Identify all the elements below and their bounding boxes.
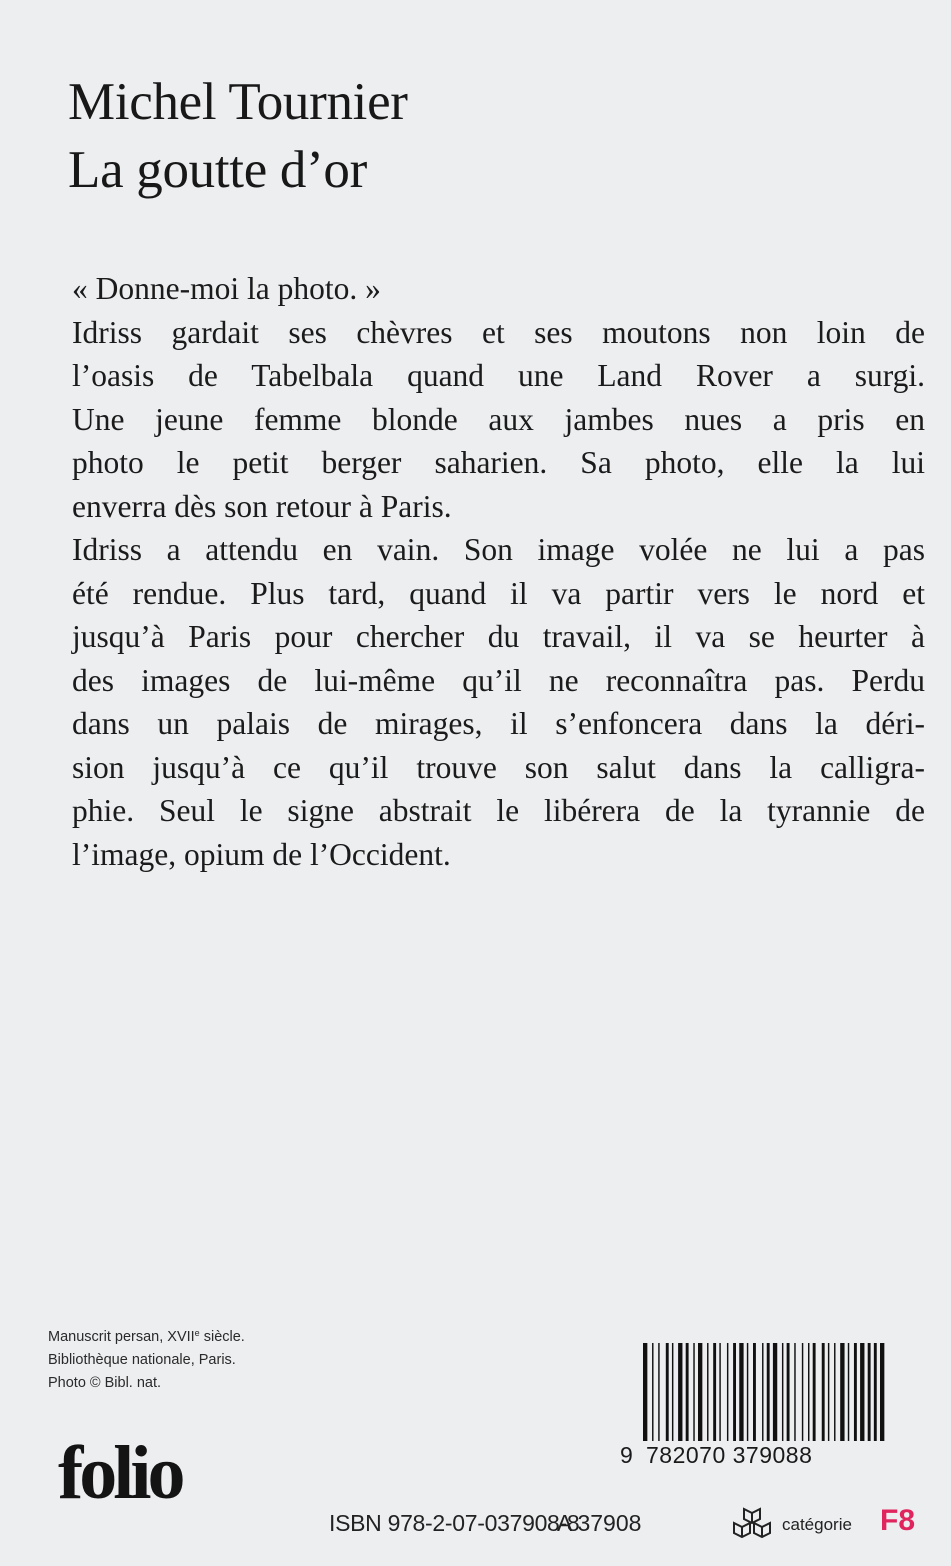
barcode-bar xyxy=(693,1343,694,1441)
barcode-bar xyxy=(868,1343,871,1441)
credit-superscript: e xyxy=(194,1328,200,1338)
category-label: catégorie xyxy=(782,1515,852,1534)
barcode-bar xyxy=(860,1343,864,1441)
barcode-bar xyxy=(762,1343,763,1441)
credit-text: siècle. xyxy=(199,1329,245,1345)
isbn: ISBN 978-2-07-037908-8 xyxy=(329,1510,580,1536)
blurb-line: Idriss a attendu en vain. Son image volée ne lui a pas xyxy=(72,532,925,567)
barcode-bar xyxy=(773,1343,777,1441)
book-title: La goutte d’or xyxy=(68,141,367,199)
author-name: Michel Tournier xyxy=(68,73,408,131)
barcode-bar xyxy=(753,1343,756,1441)
barcode-bar xyxy=(787,1343,790,1441)
blurb-line: Une jeune femme blonde aux jambes nues a pris en xyxy=(72,401,925,437)
barcode-bar xyxy=(813,1343,816,1441)
barcode-bar xyxy=(794,1343,795,1441)
barcode-bar xyxy=(658,1343,659,1441)
barcode-bar xyxy=(719,1343,720,1441)
blurb-line: Idriss gardait ses chèvres et ses moutons non loin de xyxy=(72,314,925,350)
blurb-line: jusqu’à Paris pour chercher du travail, il va se heurter à xyxy=(72,619,925,654)
barcode-bar xyxy=(666,1343,669,1441)
barcode-bar xyxy=(643,1343,647,1441)
folio-logo: folio xyxy=(58,1431,182,1515)
image-credits xyxy=(48,1322,245,1395)
category-code: F8 xyxy=(880,1504,916,1537)
barcode-bar xyxy=(727,1343,728,1441)
credit-line-library: Bibliothèque nationale, Paris. xyxy=(48,1352,236,1368)
blurb-line: dans un palais de mirages, il s’enfoncera dans la déri- xyxy=(72,706,925,741)
barcode-digit-rest: 782070 379088 xyxy=(646,1442,813,1468)
barcode-bar xyxy=(652,1343,653,1441)
blurb-line: « Donne-moi la photo. » xyxy=(72,271,381,306)
barcode-bar xyxy=(874,1343,877,1441)
barcode-bar xyxy=(782,1343,783,1441)
barcode-bar xyxy=(686,1343,689,1441)
barcode-digit-first: 9 xyxy=(620,1442,633,1468)
credit-line-manuscript xyxy=(48,1322,245,1349)
barcode-bar xyxy=(822,1343,825,1441)
barcode-bar xyxy=(840,1343,844,1441)
blurb-line: sion jusqu’à ce qu’il trouve son salut dans la calligra- xyxy=(72,749,925,785)
credit-line-photo: Photo © Bibl. nat. xyxy=(48,1375,162,1391)
blurb-line: phie. Seul le signe abstrait le libérera de la tyrannie de xyxy=(72,793,925,828)
blurb-line: l’image, opium de l’Occident. xyxy=(72,836,451,872)
barcode-bar xyxy=(767,1343,770,1441)
blurb-line: été rendue. Plus tard, quand il va partir vers le nord et xyxy=(72,575,925,611)
barcode-bar xyxy=(802,1343,803,1441)
blurb-line: l’oasis de Tabelbala quand une Land Rover a surgi. xyxy=(72,358,925,393)
barcode-bar xyxy=(848,1343,849,1441)
barcode-bar xyxy=(678,1343,682,1441)
blurb xyxy=(72,267,925,876)
blurb-line: photo le petit berger saharien. Sa photo, elle la lui xyxy=(72,445,925,480)
book-stack-icon xyxy=(730,1505,774,1541)
barcode-bar xyxy=(672,1343,673,1441)
blurb-line: enverra dès son retour à Paris. xyxy=(72,488,452,524)
credit-text: Manuscrit persan, XVII xyxy=(48,1329,195,1345)
barcode xyxy=(641,1343,936,1441)
barcode-bar xyxy=(739,1343,743,1441)
barcode-bar xyxy=(733,1343,736,1441)
barcode-bar xyxy=(747,1343,748,1441)
blurb-line: des images de lui-même qu’il ne reconnaîtra pas. Perdu xyxy=(72,662,925,698)
barcode-bar xyxy=(808,1343,809,1441)
barcode-bar xyxy=(880,1343,884,1441)
barcode-bar xyxy=(698,1343,702,1441)
barcode-bar xyxy=(707,1343,708,1441)
barcode-bar xyxy=(828,1343,829,1441)
barcode-bar xyxy=(713,1343,716,1441)
barcode-bar xyxy=(854,1343,857,1441)
publisher-code: A 37908 xyxy=(557,1510,642,1536)
barcode-bar xyxy=(834,1343,835,1441)
